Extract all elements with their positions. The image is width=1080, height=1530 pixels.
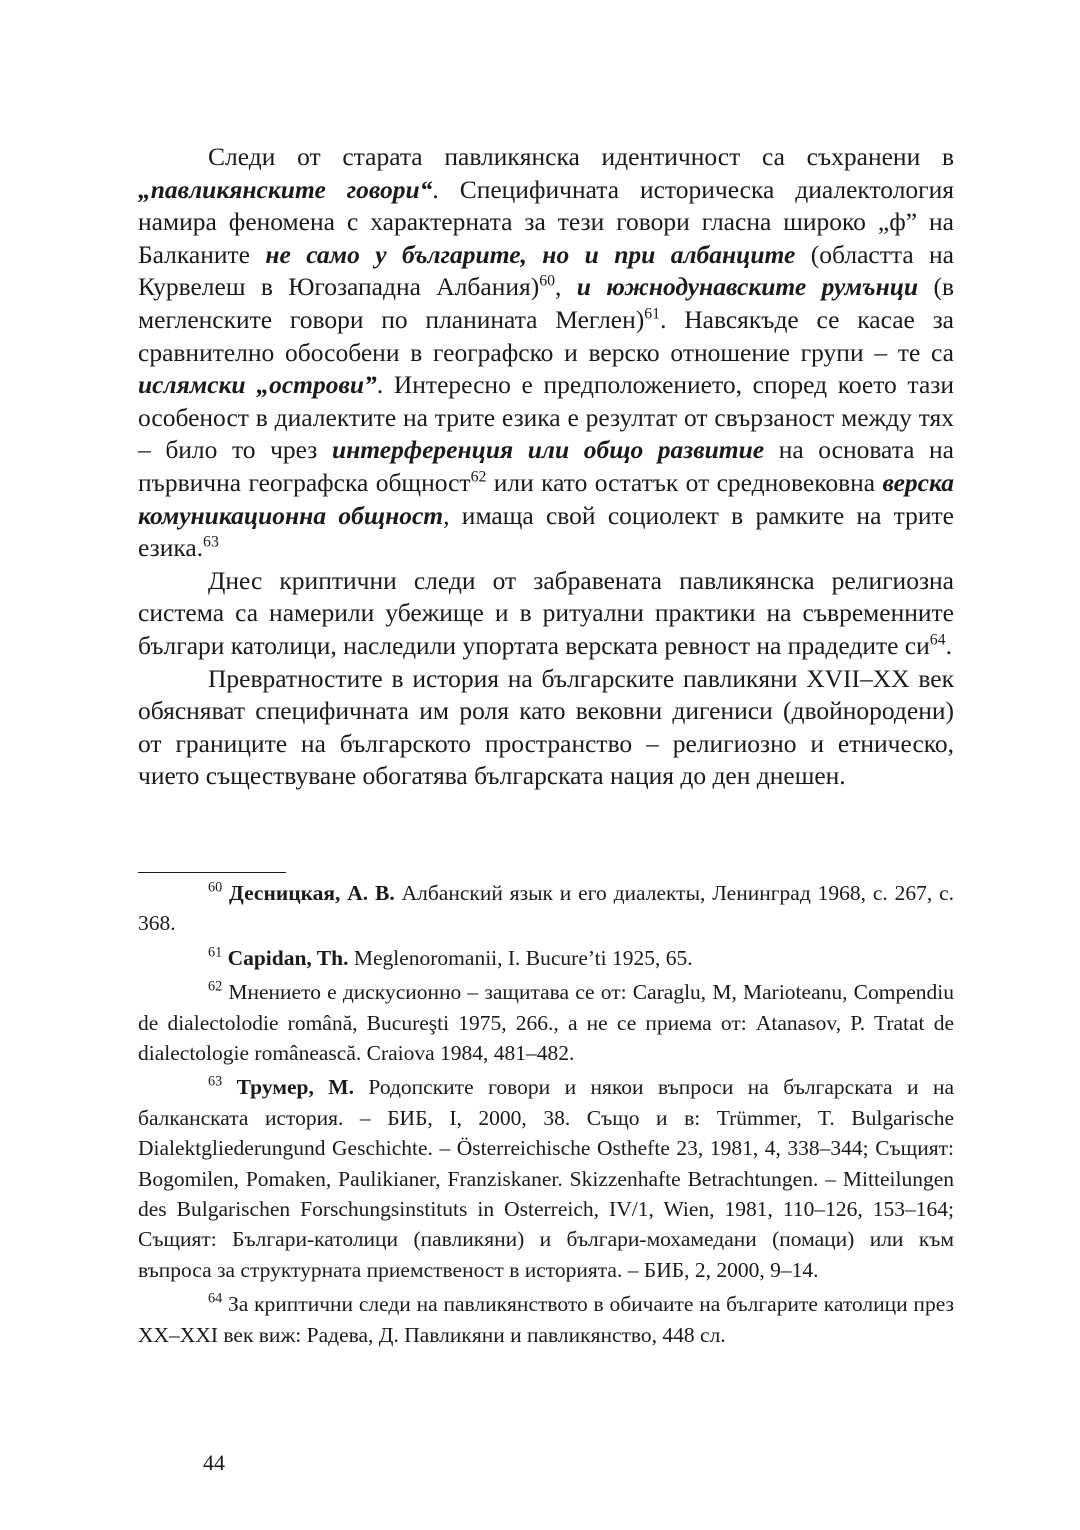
footnote [138,878,954,939]
footnote-ref: 62 [208,978,223,995]
footnotes [138,878,954,1350]
footnote [138,977,954,1068]
author-name: Capidan, Th. [227,945,349,970]
text-run: Родопските говори и някои въпроси на българската и на балканската история. – БИБ, I, 2000, 38. Също и в: Trümmer, T. Bulgarische Dialektgliederungund Geschichte. – Österreichische Osthefte 23, 1981, 4, 338–344; Същият: Bogomilen, Pomaken, Paulikianer, Franziskaner. Skizzenhafte Betrachtungen. – Mitteilungen des Bulgarischen Forschungsinstituts in Osterreich, IV/1, Wien, 1981, 110–126, 153–164; Същият: Българи-католици (павликяни) и българи-мохамедани (помаци) или към въпроса за структурната приемственост в историята. – БИБ, 2, 2000, 9–14. [138,1075,954,1282]
text-run: . [945,630,952,660]
footnote-ref: 61 [208,944,223,961]
footnote-ref: 60 [539,272,556,290]
text-run: Днес криптични следи от забравената павликянска религиозна система са намерили убежище и в ритуални практики на съвременните българи католици, наследили упортата верската ревност на прадедите си [138,565,954,660]
author-name: Трумер, М. [236,1075,354,1100]
footnote-ref: 64 [208,1290,223,1307]
text-run: Албанский язык и его диалекты, Ленинград 1968, с. 267, с. 368. [138,881,955,936]
emphasis: интерференция или общо развитие [331,435,765,465]
main-text [138,141,954,793]
text-run: на основата на първична географска общност [138,435,955,497]
emphasis: не само у българите, но и при албанците [265,239,796,269]
text-run: или като остатък от средновековна [486,467,883,497]
footnote [138,943,954,973]
footnote-ref: 64 [929,631,946,649]
paragraph [138,141,954,565]
text-run [222,1075,236,1099]
text-run: , имаща свой социолект в рамките на трите езика. [138,500,954,563]
emphasis: и южнодунавските румънци [576,272,919,302]
text-run: Meglenoromanii, I. Bucure’ti 1925, 65. [348,945,693,970]
footnote [138,1289,954,1350]
emphasis: ислямски „острови” [138,370,377,400]
text-run: (областта на Курвелеш в Югозападна Албания) [138,239,954,302]
footnote-ref: 63 [203,533,219,551]
footnote [138,1072,954,1285]
footnote-ref: 60 [208,879,223,896]
emphasis: верска комуникационна общност [138,467,954,530]
paragraph [138,565,954,663]
text-run: . Интересно е предположението, според което тази особеност в диалектите на трите езика е резултат от свързаност между тях – било то чрез [138,370,954,465]
text-run: . Специфичната историческа диалектология намира феномена с характерната за тези говори гласна широко „ф” на Балканите [138,174,955,269]
text-run: За криптични следи на павликянството в обичаите на българите католици през XX–XXI век виж: Радева, Д. Павликяни и павликянство, 448 сл. [138,1292,954,1347]
footnote-ref: 62 [470,468,487,486]
emphasis: „павликянските говори“ [138,174,433,204]
paragraph [138,663,954,793]
footnote-ref: 61 [644,305,661,323]
text-run: Мнението е дискусионно – защитава се от: Caraglu, M, Marioteanu, Compendiu de dialectolodie română, Bucureşti 1975, 266., а не се приема от: Atanasov, P. Tratat de dialectologie românească. Craiova 1984, 481–482. [138,980,954,1066]
author-name: Десницкая, А. В. [229,881,395,905]
page-number: 44 [203,1450,225,1475]
text-run: Следи от старата павликянска идентичност са съхранени в [208,142,954,171]
text-run: . Навсякъде се касае за сравнително обособени в географско и верско отношение групи – те са [138,304,954,367]
text-run: Превратностите в история на българските павликяни XVII–XX век обясняват специфичната им роля като вековни дигениси (двойнородени) от границите на българското пространство – религиозно и етническо, чието съществуване обогатява българската нация до ден днешен. [138,663,954,791]
text-run: (в мегленските говори по планината Меглен) [138,272,954,334]
footnote-separator [138,872,286,873]
text-run: , [555,272,577,302]
footnote-ref: 63 [208,1073,223,1090]
